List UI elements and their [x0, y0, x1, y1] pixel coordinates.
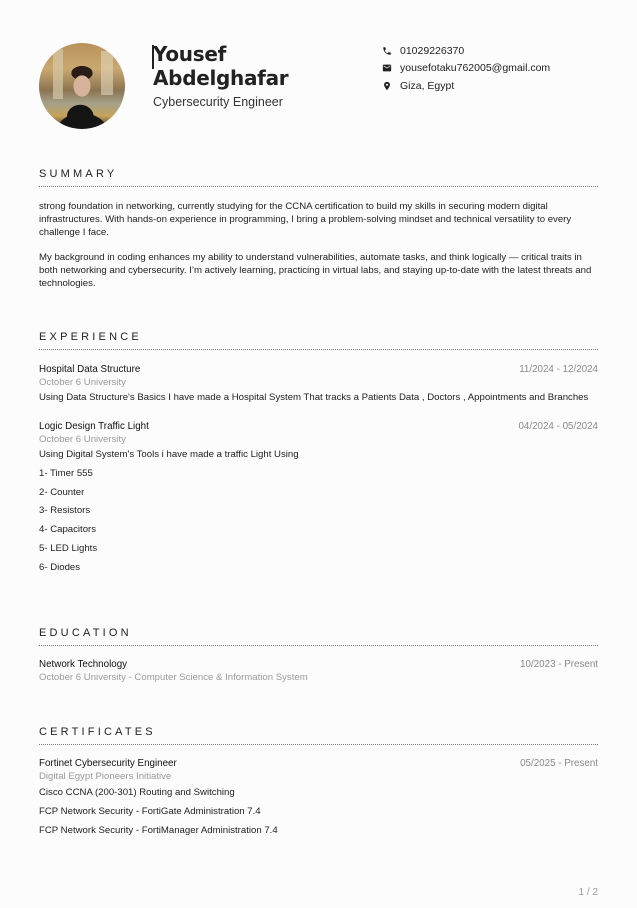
full-name-last: Abdelghafar [153, 66, 289, 90]
entry-description: Using Data Structure's Basics I have made a Hospital System That tracks a Patients Data , Doctors , Appointments and Branches [39, 392, 589, 403]
section-heading-education: EDUCATION [39, 627, 132, 639]
section-heading-summary: SUMMARY [39, 168, 118, 180]
summary-section [39, 168, 598, 290]
name-block [153, 42, 288, 109]
entry-title: Hospital Data Structure [39, 364, 141, 375]
phone-icon [382, 46, 392, 56]
list-item: 5- LED Lights [39, 542, 98, 554]
email-icon [382, 63, 392, 73]
contact-phone [382, 42, 550, 60]
entry-title: Network Technology [39, 659, 128, 670]
section-heading-certificates: CERTIFICATES [39, 726, 156, 738]
experience-entry [39, 420, 598, 574]
email-address[interactable]: yousefotaku762005@gmail.com [400, 62, 551, 75]
entry-title: Fortinet Cybersecurity Engineer [39, 758, 177, 769]
page-indicator: 1 / 2 [578, 887, 598, 898]
location: Giza, Egypt [400, 79, 455, 92]
certificate-entry [39, 757, 598, 837]
contact-location [382, 77, 550, 95]
contact-email [382, 60, 550, 78]
summary-paragraph-2: My background in coding enhances my ability to understand vulnerabilities, automate tasks, and think logically — critical traits in both networking and cybersecurity. I’m actively learning, practicing in virtual labs, and staying up-to-date with the latest threats and technologies. [39, 252, 592, 289]
section-divider [39, 645, 598, 646]
list-item: 2- Counter [39, 486, 85, 498]
list-item: 1- Timer 555 [39, 467, 93, 479]
certificates-section [39, 726, 598, 837]
experience-entry [39, 363, 598, 404]
education-entry [39, 658, 598, 684]
section-divider [39, 186, 598, 187]
contact-list [382, 42, 550, 95]
entry-date: 05/2025 - Present [520, 758, 598, 769]
section-divider [39, 349, 598, 350]
education-section [39, 627, 598, 684]
entry-date: 11/2024 - 12/2024 [519, 364, 598, 375]
profile-avatar [39, 43, 125, 129]
resume-header [0, 0, 637, 150]
entry-description: Using Digital System's Tools i have made a traffic Light Using [39, 449, 299, 460]
entry-organization: October 6 University [39, 377, 126, 388]
experience-section [39, 331, 598, 574]
list-item: 3- Resistors [39, 505, 91, 517]
list-item: 6- Diodes [39, 561, 81, 573]
summary-paragraph-1: strong foundation in networking, currently studying for the CCNA certification to build my skills in securing modern digital infrastructures. With hands-on experience in programming, I bring a problem-solving mindset and technical versatility to every challenge I face. [39, 201, 572, 238]
entry-organization: October 6 University - Computer Science & Information System [39, 672, 308, 683]
list-item: 4- Capacitors [39, 524, 97, 536]
list-item: FCP Network Security - FortiManager Administration 7.4 [39, 824, 278, 836]
phone-number: 01029226370 [400, 44, 465, 57]
list-item: FCP Network Security - FortiGate Administration 7.4 [39, 805, 261, 817]
entry-date: 04/2024 - 05/2024 [518, 421, 598, 432]
full-name-first: Yousef [153, 42, 226, 66]
location-pin-icon [382, 81, 392, 91]
list-item: Cisco CCNA (200-301) Routing and Switching [39, 787, 235, 798]
entry-title: Logic Design Traffic Light [39, 421, 149, 432]
job-title: Cybersecurity Engineer [153, 95, 283, 109]
section-heading-experience: EXPERIENCE [39, 331, 142, 343]
entry-organization: October 6 University [39, 434, 126, 445]
text-cursor [152, 45, 154, 69]
section-divider [39, 744, 598, 745]
entry-organization: Digital Egypt Pioneers Initiative [39, 771, 172, 782]
entry-date: 10/2023 - Present [520, 659, 598, 670]
